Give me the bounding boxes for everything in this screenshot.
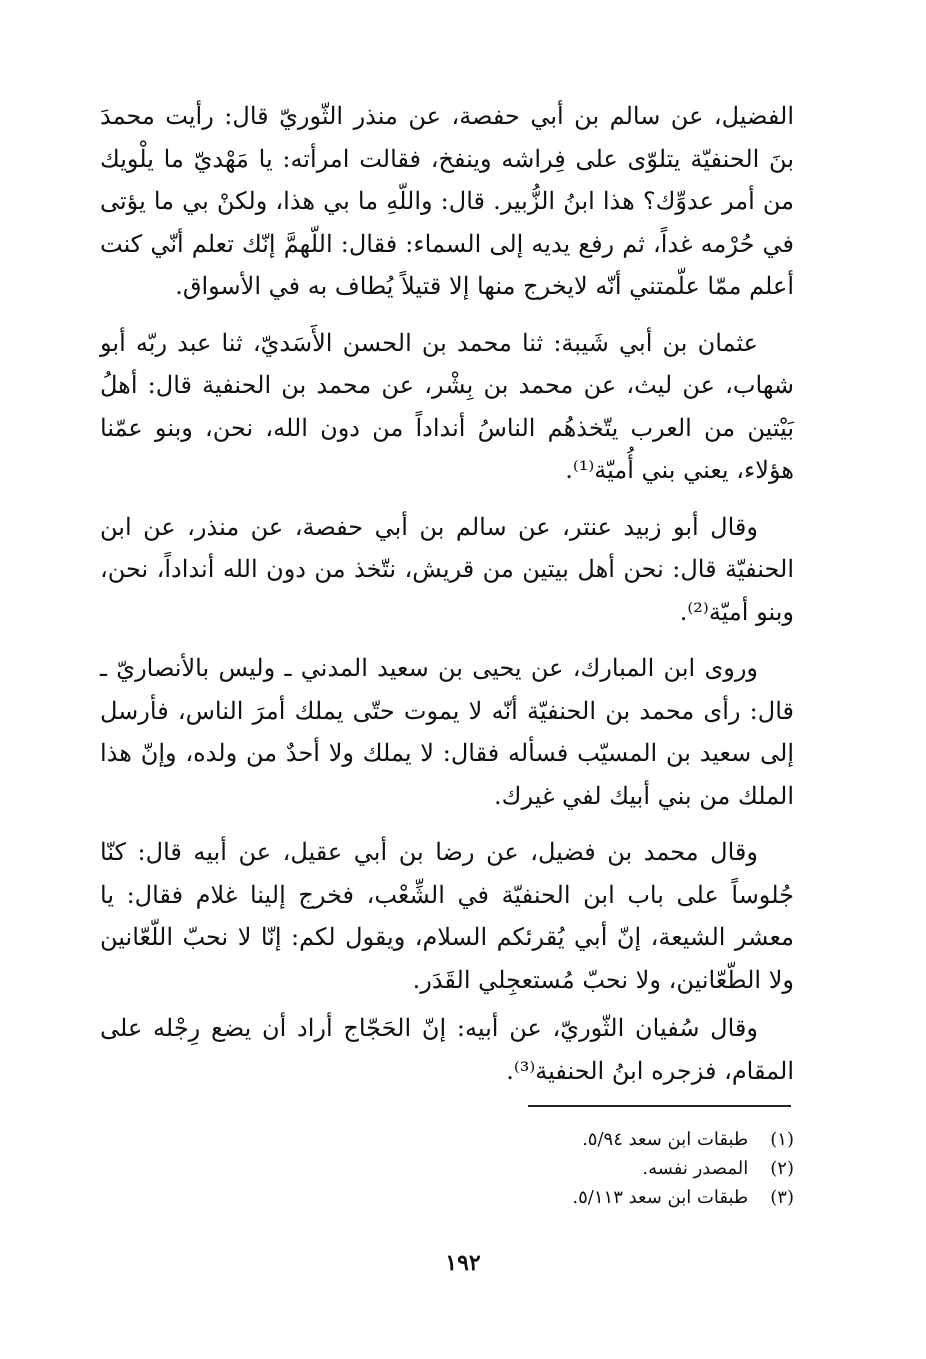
footnote-separator: [528, 1105, 791, 1107]
footnote-item: [400, 1183, 794, 1212]
page-number: ١٩٢: [445, 1250, 481, 1276]
paragraph: وقال محمد بن فضيل، عن رضا بن أبي عقيل، عن أبيه قال: كنّا جُلوساً على باب ابن الحنفيّة في الشِّعْب، فخرج إلينا غلام فقال: يا معشر الشيعة، إنّ أبي يُقرئكم السلام، ويقول لكم: إنّا لا نحبّ اللّعّانين ولا الطّعّانين، ولا نحبّ مُستعجِلي القَدَر.: [100, 838, 794, 994]
paragraph: عثمان بن أبي شَيبة: ثنا محمد بن الحسن الأَسَديّ، ثنا عبد ربّه أبو شهاب، عن ليث، عن محمد بن بِشْر، عن محمد بن الحنفية قال: أهلُ بَيْتين من العرب يتّخذهُم الناسُ أنداداً من دون الله، نحن، وبنو عمّنا هؤلاء، يعني بني أُميّة⁽¹⁾.: [100, 328, 794, 484]
footnote-item: [400, 1125, 794, 1154]
footnote-text: المصدر نفسه.: [642, 1158, 749, 1179]
paragraph: وقال سُفيان الثّوريّ، عن أبيه: إنّ الحَجّاج أراد أن يضع رِجْله على المقام، فزجره ابنُ الحنفية⁽³⁾.: [100, 1014, 794, 1085]
footnote-number: (١): [770, 1129, 794, 1150]
footnotes: [400, 1125, 794, 1212]
paragraph: وقال أبو زبيد عنتر، عن سالم بن أبي حفصة، عن منذر، عن ابن الحنفيّة قال: نحن أهل بيتين من قريش، نتّخذ من دون الله أنداداً، نحن، وبنو أميّة⁽²⁾.: [100, 512, 794, 626]
paragraph: الفضيل، عن سالم بن أبي حفصة، عن منذر الثّوريّ قال: رأيت محمدَ بنَ الحنفيّة يتلوّى على فِراشه وينفخ، فقالت امرأته: يا مَهْديّ ما يلْويك من أمر عدوِّك؟ هذا ابنُ الزُّبير. قال: واللّهِ ما بي هذا، ولكنْ بي ما يؤتى في حُرْمه غداً، ثم رفع يديه إلى السماء: فقال: اللّهمَّ إنّك تعلم أنّي كنت أعلم ممّا علّمتني أنّه لايخرج منها إلا قتيلاً يُطاف به في الأسواق.: [100, 102, 794, 300]
footnote-item: [400, 1154, 794, 1183]
footnote-number: (٣): [770, 1187, 794, 1208]
footnote-text: طبقات ابن سعد ٥/١١٣.: [572, 1187, 749, 1208]
footnote-number: (٢): [770, 1158, 794, 1179]
paragraph: وروى ابن المبارك، عن يحيى بن سعيد المدني ـ وليس بالأنصاريّ ـ قال: رأى محمد بن الحنفيّة أنّه لا يموت حتّى يملك أمرَ الناس، فأرسل إلى سعيد بن المسيّب فسأله فقال: لا يملك ولا أحدٌ من ولده، وإنّ هذا الملك من بني أبيك لفي غيرك.: [100, 654, 794, 810]
footnote-text: طبقات ابن سعد ٥/٩٤.: [582, 1129, 749, 1150]
main-text: [100, 95, 794, 1106]
